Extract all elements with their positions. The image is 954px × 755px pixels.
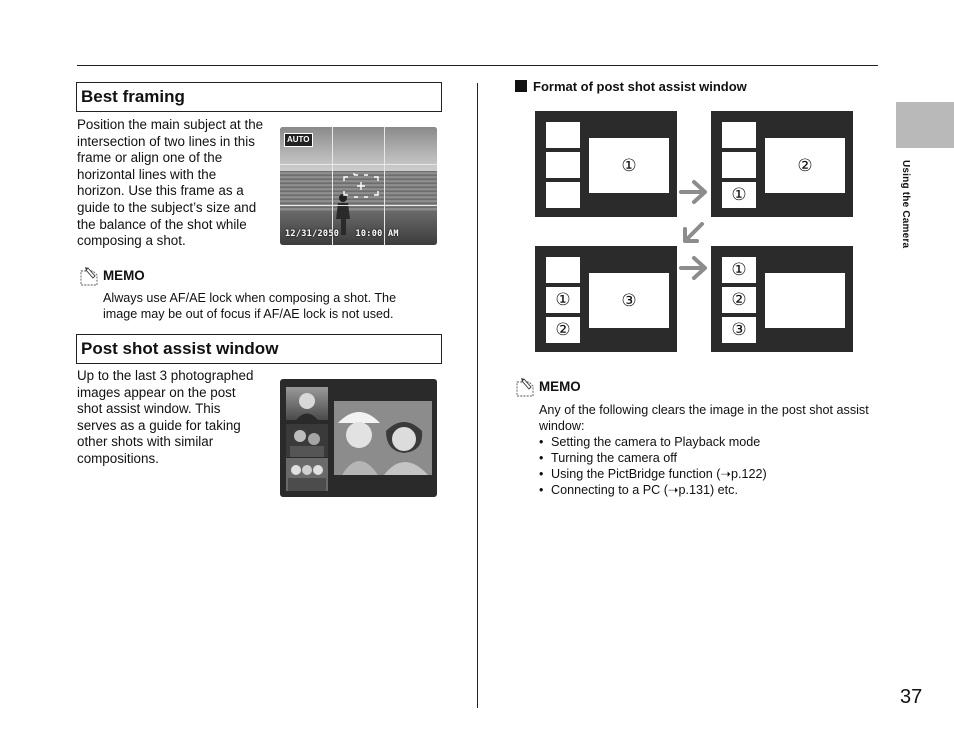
panel-slot <box>546 182 580 208</box>
auto-mode-badge: AUTO <box>284 133 313 147</box>
panel-slot: ③ <box>722 317 756 343</box>
format-panel-4 <box>711 246 853 352</box>
panel-main-slot: ① <box>589 138 669 193</box>
af-frame-icon <box>342 173 380 199</box>
memo-pad-icon <box>514 377 536 399</box>
memo-heading: MEMO <box>103 268 145 283</box>
panel-slot <box>722 152 756 178</box>
photo-sand <box>280 211 437 245</box>
memo-text: Always use AF/AE lock when composing a shot. The image may be out of focus if AF/AE lock is not used. <box>103 291 397 321</box>
list-item: • Using the PictBridge function (➝p.122) <box>539 466 869 482</box>
list-item: • Turning the camera off <box>539 450 869 466</box>
post-shot-title: Post shot assist window <box>76 334 442 364</box>
column-divider <box>477 83 478 708</box>
panel-main-slot <box>765 273 845 328</box>
panel-slot <box>546 257 580 283</box>
framing-gridline <box>280 205 437 206</box>
thumbnail-3 <box>286 458 328 491</box>
photo-date: 12/31/2050 <box>285 229 340 239</box>
panel-slot <box>546 152 580 178</box>
format-panel-2 <box>711 111 853 217</box>
thumbnail-1 <box>286 387 328 420</box>
photo-time: 10:00 AM <box>355 229 399 239</box>
post-shot-main-image <box>334 401 432 475</box>
panel-slot: ① <box>722 182 756 208</box>
panel-slot <box>722 122 756 148</box>
panel-slot: ① <box>722 257 756 283</box>
panel-main-slot: ③ <box>589 273 669 328</box>
list-item: • Setting the camera to Playback mode <box>539 434 869 450</box>
page-number: 37 <box>900 686 923 708</box>
framing-gridline <box>384 127 385 245</box>
framing-gridline <box>280 164 437 165</box>
best-framing-photo <box>280 127 437 245</box>
arrow-right-icon <box>679 254 709 282</box>
memo-pad-icon <box>78 266 100 288</box>
panel-slot: ① <box>546 287 580 313</box>
memo-2-body <box>539 402 869 498</box>
memo-heading: MEMO <box>539 379 581 394</box>
square-bullet-icon <box>515 80 527 92</box>
post-shot-body: Up to the last 3 photographed images appear on the post shot assist window. This serves as a guide for taking other shots with similar compositions. <box>77 368 254 466</box>
panel-slot: ② <box>546 317 580 343</box>
panel-slot: ② <box>722 287 756 313</box>
arrow-down-left-icon <box>680 220 706 246</box>
panel-main-slot: ② <box>765 138 845 193</box>
side-tab <box>896 102 954 148</box>
best-framing-title: Best framing <box>76 82 442 112</box>
thumbnail-2 <box>286 424 328 457</box>
format-panel-1 <box>535 111 677 217</box>
arrow-right-icon <box>679 178 709 206</box>
side-tab-label: Using the Camera <box>900 160 911 249</box>
framing-gridline <box>332 127 333 245</box>
list-item: • Connecting to a PC (➝p.131) etc. <box>539 482 869 498</box>
panel-slot <box>546 122 580 148</box>
best-framing-body: Position the main subject at the intersection of two lines in this frame or align one of the horizontal lines with the horizon. Use this frame as a guide to the subject’s size and the balance of the shot while composing a shot. <box>77 117 264 249</box>
format-heading: Format of post shot assist window <box>533 79 747 94</box>
top-rule <box>77 65 878 66</box>
format-panel-3 <box>535 246 677 352</box>
memo-intro: Any of the following clears the image in the post shot assist window: <box>539 403 869 433</box>
memo-list <box>539 434 869 498</box>
photo-date-time <box>285 229 399 239</box>
post-shot-photo <box>280 379 437 497</box>
